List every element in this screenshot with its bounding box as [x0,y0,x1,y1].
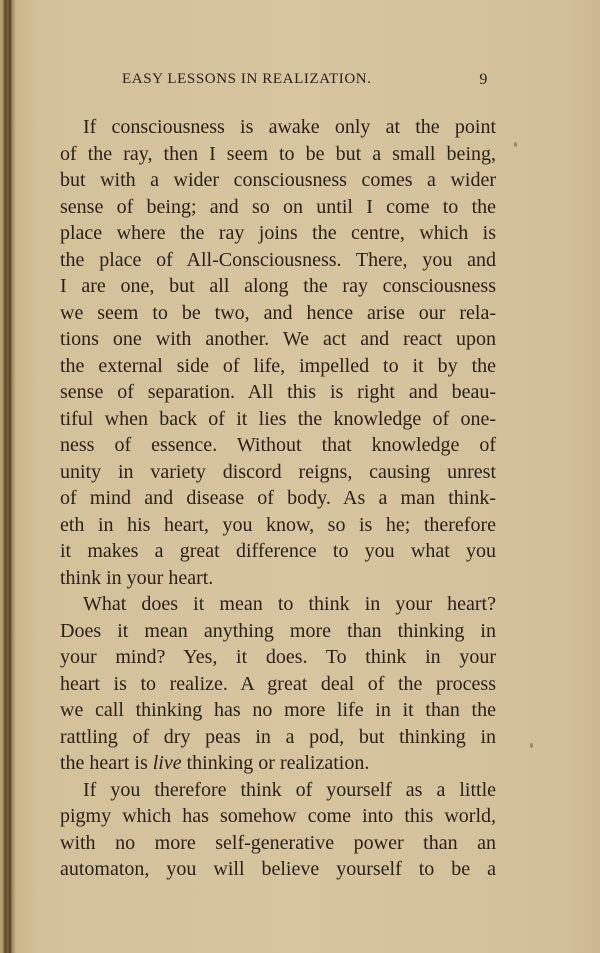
text-line: place where the ray joins the centre, which is [60,222,496,244]
text-line [60,750,496,777]
page-number: 9 [479,71,488,88]
text-line: If consciousness is awake only at the point [83,116,496,138]
running-title: EASY LESSONS IN REALIZATION. [122,71,372,87]
text-line: What does it mean to think in your heart? [83,593,496,615]
text-line: ness of essence. Without that knowledge of [60,434,496,456]
text-line: unity in variety discord reigns, causing unrest [60,460,496,483]
text-line: of mind and disease of body. As a man think- [60,487,496,509]
text-line: think in your heart. [60,566,214,589]
text-line: sense of separation. All this is right and beau- [60,381,496,403]
text-line: heart is to realize. A great deal of the process [60,672,496,695]
paper-speck [530,743,533,748]
text-line: it makes a great difference to you what you [60,540,496,562]
text-line: rattling of dry peas in a pod, but thinking in [60,725,496,748]
text-line: we seem to be two, and hence arise our rela- [60,301,496,324]
text-line: the place of All-Consciousness. There, you and [60,248,496,271]
text-line: we call thinking has no more life in it than the [60,699,496,721]
text-line: If you therefore think of yourself as a little [83,778,496,801]
text-line: eth in his heart, you know, so is he; therefore [60,513,496,536]
text-line: the external side of life, impelled to it by the [60,354,496,377]
text-line: with no more self-generative power than an [60,831,496,854]
text-line: tions one with another. We act and react upon [60,328,496,350]
italic-word: live [152,752,182,774]
text-line: I are one, but all along the ray consciousness [60,275,496,297]
text-segment: thinking or realization. [181,752,370,774]
text-line: your mind? Yes, it does. To think in your [60,646,496,668]
text-line: Does it mean anything more than thinking in [60,619,496,642]
text-line: pigmy which has somehow come into this world, [60,805,496,827]
text-line: tiful when back of it lies the knowledge of one- [60,407,496,430]
text-line: of the ray, then I seem to be but a small being, [60,142,496,165]
text-line: automaton, you will believe yourself to be a [60,858,496,880]
body-text [60,114,496,883]
text-line: but with a wider consciousness comes a wider [60,169,496,191]
text-line: sense of being; and so on until I come to the [60,195,496,218]
paper-speck [514,142,517,147]
running-header [122,71,496,93]
text-segment: the heart is [60,752,153,774]
